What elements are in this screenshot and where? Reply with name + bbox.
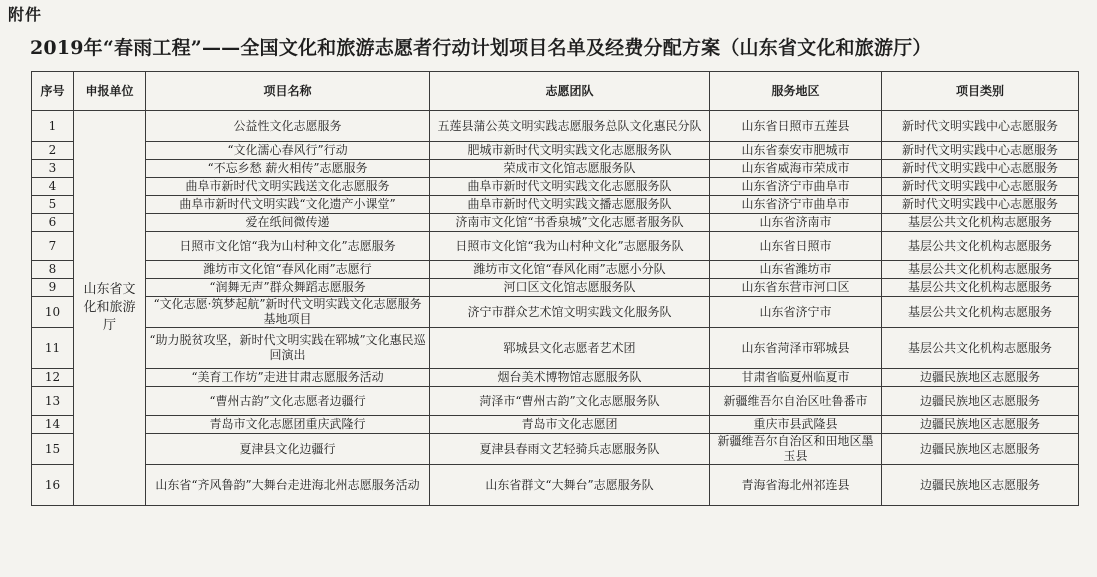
cell-team: 济南市文化馆“书香泉城”文化志愿者服务队: [430, 214, 710, 232]
cell-project: 山东省“齐风鲁韵”大舞台走进海北州志愿服务活动: [146, 465, 430, 506]
cell-seq: 6: [32, 214, 74, 232]
cell-team: 河口区文化馆志愿服务队: [430, 279, 710, 297]
cell-area: 重庆市县武隆县: [710, 416, 882, 434]
cell-area: 山东省东营市河口区: [710, 279, 882, 297]
cell-team: 青岛市文化志愿团: [430, 416, 710, 434]
cell-team: 夏津县春雨文艺轻骑兵志愿服务队: [430, 434, 710, 465]
document-title: 2019年“春雨工程”——全国文化和旅游志愿者行动计划项目名单及经费分配方案（山东省文化和旅游厅）: [30, 37, 932, 59]
cell-project: “润舞无声”群众舞蹈志愿服务: [146, 279, 430, 297]
cell-seq: 7: [32, 232, 74, 261]
cell-team: 曲阜市新时代文明实践文化志愿服务队: [430, 178, 710, 196]
cell-category: 基层公共文化机构志愿服务: [882, 297, 1079, 328]
table-row: [32, 387, 1079, 416]
cell-project: 曲阜市新时代文明实践送文化志愿服务: [146, 178, 430, 196]
column-header-category: 项目类别: [882, 72, 1079, 111]
cell-project: “文化濡心春风行”行动: [146, 142, 430, 160]
cell-project: 夏津县文化边疆行: [146, 434, 430, 465]
cell-area: 山东省济宁市曲阜市: [710, 178, 882, 196]
cell-area: 山东省济南市: [710, 214, 882, 232]
cell-category: 新时代文明实践中心志愿服务: [882, 178, 1079, 196]
column-header-area: 服务地区: [710, 72, 882, 111]
cell-seq: 12: [32, 369, 74, 387]
table-row: [32, 369, 1079, 387]
cell-area: 甘肃省临夏州临夏市: [710, 369, 882, 387]
cell-project: 青岛市文化志愿团重庆武隆行: [146, 416, 430, 434]
cell-unit: 山东省文化和旅游厅: [74, 111, 146, 506]
cell-team: 郓城县文化志愿者艺术团: [430, 328, 710, 369]
cell-seq: 2: [32, 142, 74, 160]
cell-area: 山东省日照市五莲县: [710, 111, 882, 142]
cell-category: 基层公共文化机构志愿服务: [882, 232, 1079, 261]
cell-seq: 9: [32, 279, 74, 297]
cell-seq: 11: [32, 328, 74, 369]
cell-project: 爱在纸间微传递: [146, 214, 430, 232]
cell-area: 山东省威海市荣成市: [710, 160, 882, 178]
cell-project: “曹州古韵”文化志愿者边疆行: [146, 387, 430, 416]
cell-team: 五莲县蒲公英文明实践志愿服务总队文化惠民分队: [430, 111, 710, 142]
table-row: [32, 111, 1079, 142]
cell-seq: 16: [32, 465, 74, 506]
cell-category: 基层公共文化机构志愿服务: [882, 214, 1079, 232]
cell-seq: 15: [32, 434, 74, 465]
cell-team: 菏泽市“曹州古韵”文化志愿服务队: [430, 387, 710, 416]
cell-seq: 4: [32, 178, 74, 196]
cell-category: 边疆民族地区志愿服务: [882, 465, 1079, 506]
table-row: [32, 232, 1079, 261]
cell-seq: 5: [32, 196, 74, 214]
cell-category: 边疆民族地区志愿服务: [882, 387, 1079, 416]
cell-project: “助力脱贫攻坚，新时代文明实践在郓城”文化惠民巡回演出: [146, 328, 430, 369]
table-row: [32, 196, 1079, 214]
cell-seq: 14: [32, 416, 74, 434]
cell-team: 肥城市新时代文明实践文化志愿服务队: [430, 142, 710, 160]
column-header-team: 志愿团队: [430, 72, 710, 111]
cell-area: 山东省济宁市: [710, 297, 882, 328]
cell-team: 潍坊市文化馆“春风化雨”志愿小分队: [430, 261, 710, 279]
cell-category: 基层公共文化机构志愿服务: [882, 328, 1079, 369]
cell-area: 山东省泰安市肥城市: [710, 142, 882, 160]
cell-team: 荣成市文化馆志愿服务队: [430, 160, 710, 178]
cell-project: “美育工作坊”走进甘肃志愿服务活动: [146, 369, 430, 387]
cell-project: 公益性文化志愿服务: [146, 111, 430, 142]
table-row: [32, 434, 1079, 465]
cell-seq: 10: [32, 297, 74, 328]
cell-area: 山东省日照市: [710, 232, 882, 261]
cell-category: 边疆民族地区志愿服务: [882, 369, 1079, 387]
column-header-unit: 申报单位: [74, 72, 146, 111]
cell-area: 青海省海北州祁连县: [710, 465, 882, 506]
cell-category: 边疆民族地区志愿服务: [882, 416, 1079, 434]
table-row: [32, 178, 1079, 196]
cell-area: 山东省菏泽市郓城县: [710, 328, 882, 369]
cell-seq: 13: [32, 387, 74, 416]
column-header-seq: 序号: [32, 72, 74, 111]
cell-team: 山东省群文“大舞台”志愿服务队: [430, 465, 710, 506]
cell-project: 潍坊市文化馆“春风化雨”志愿行: [146, 261, 430, 279]
cell-area: 新疆维吾尔自治区吐鲁番市: [710, 387, 882, 416]
cell-category: 新时代文明实践中心志愿服务: [882, 111, 1079, 142]
cell-category: 边疆民族地区志愿服务: [882, 434, 1079, 465]
cell-team: 烟台美术博物馆志愿服务队: [430, 369, 710, 387]
table-row: [32, 328, 1079, 369]
table-row: [32, 416, 1079, 434]
cell-project: “文化志愿·筑梦起航”新时代文明实践文化志愿服务基地项目: [146, 297, 430, 328]
table-row: [32, 279, 1079, 297]
cell-area: 山东省潍坊市: [710, 261, 882, 279]
cell-category: 新时代文明实践中心志愿服务: [882, 142, 1079, 160]
cell-seq: 3: [32, 160, 74, 178]
cell-area: 山东省济宁市曲阜市: [710, 196, 882, 214]
cell-category: 基层公共文化机构志愿服务: [882, 261, 1079, 279]
cell-category: 新时代文明实践中心志愿服务: [882, 196, 1079, 214]
table-header-row: [32, 72, 1079, 111]
attachment-label: 附件: [8, 5, 43, 24]
cell-team: 日照市文化馆“我为山村种文化”志愿服务队: [430, 232, 710, 261]
column-header-project: 项目名称: [146, 72, 430, 111]
cell-category: 新时代文明实践中心志愿服务: [882, 160, 1079, 178]
table-row: [32, 142, 1079, 160]
cell-team: 济宁市群众艺术馆文明实践文化服务队: [430, 297, 710, 328]
cell-team: 曲阜市新时代文明实践文播志愿服务队: [430, 196, 710, 214]
table-row: [32, 214, 1079, 232]
table-row: [32, 465, 1079, 506]
cell-category: 基层公共文化机构志愿服务: [882, 279, 1079, 297]
cell-project: 曲阜市新时代文明实践“文化遗产小课堂”: [146, 196, 430, 214]
table-row: [32, 297, 1079, 328]
cell-project: 日照市文化馆“我为山村种文化”志愿服务: [146, 232, 430, 261]
cell-seq: 8: [32, 261, 74, 279]
table-row: [32, 261, 1079, 279]
cell-project: “不忘乡愁 薪火相传”志愿服务: [146, 160, 430, 178]
project-table: [31, 71, 1079, 506]
cell-area: 新疆维吾尔自治区和田地区墨玉县: [710, 434, 882, 465]
cell-seq: 1: [32, 111, 74, 142]
table-row: [32, 160, 1079, 178]
